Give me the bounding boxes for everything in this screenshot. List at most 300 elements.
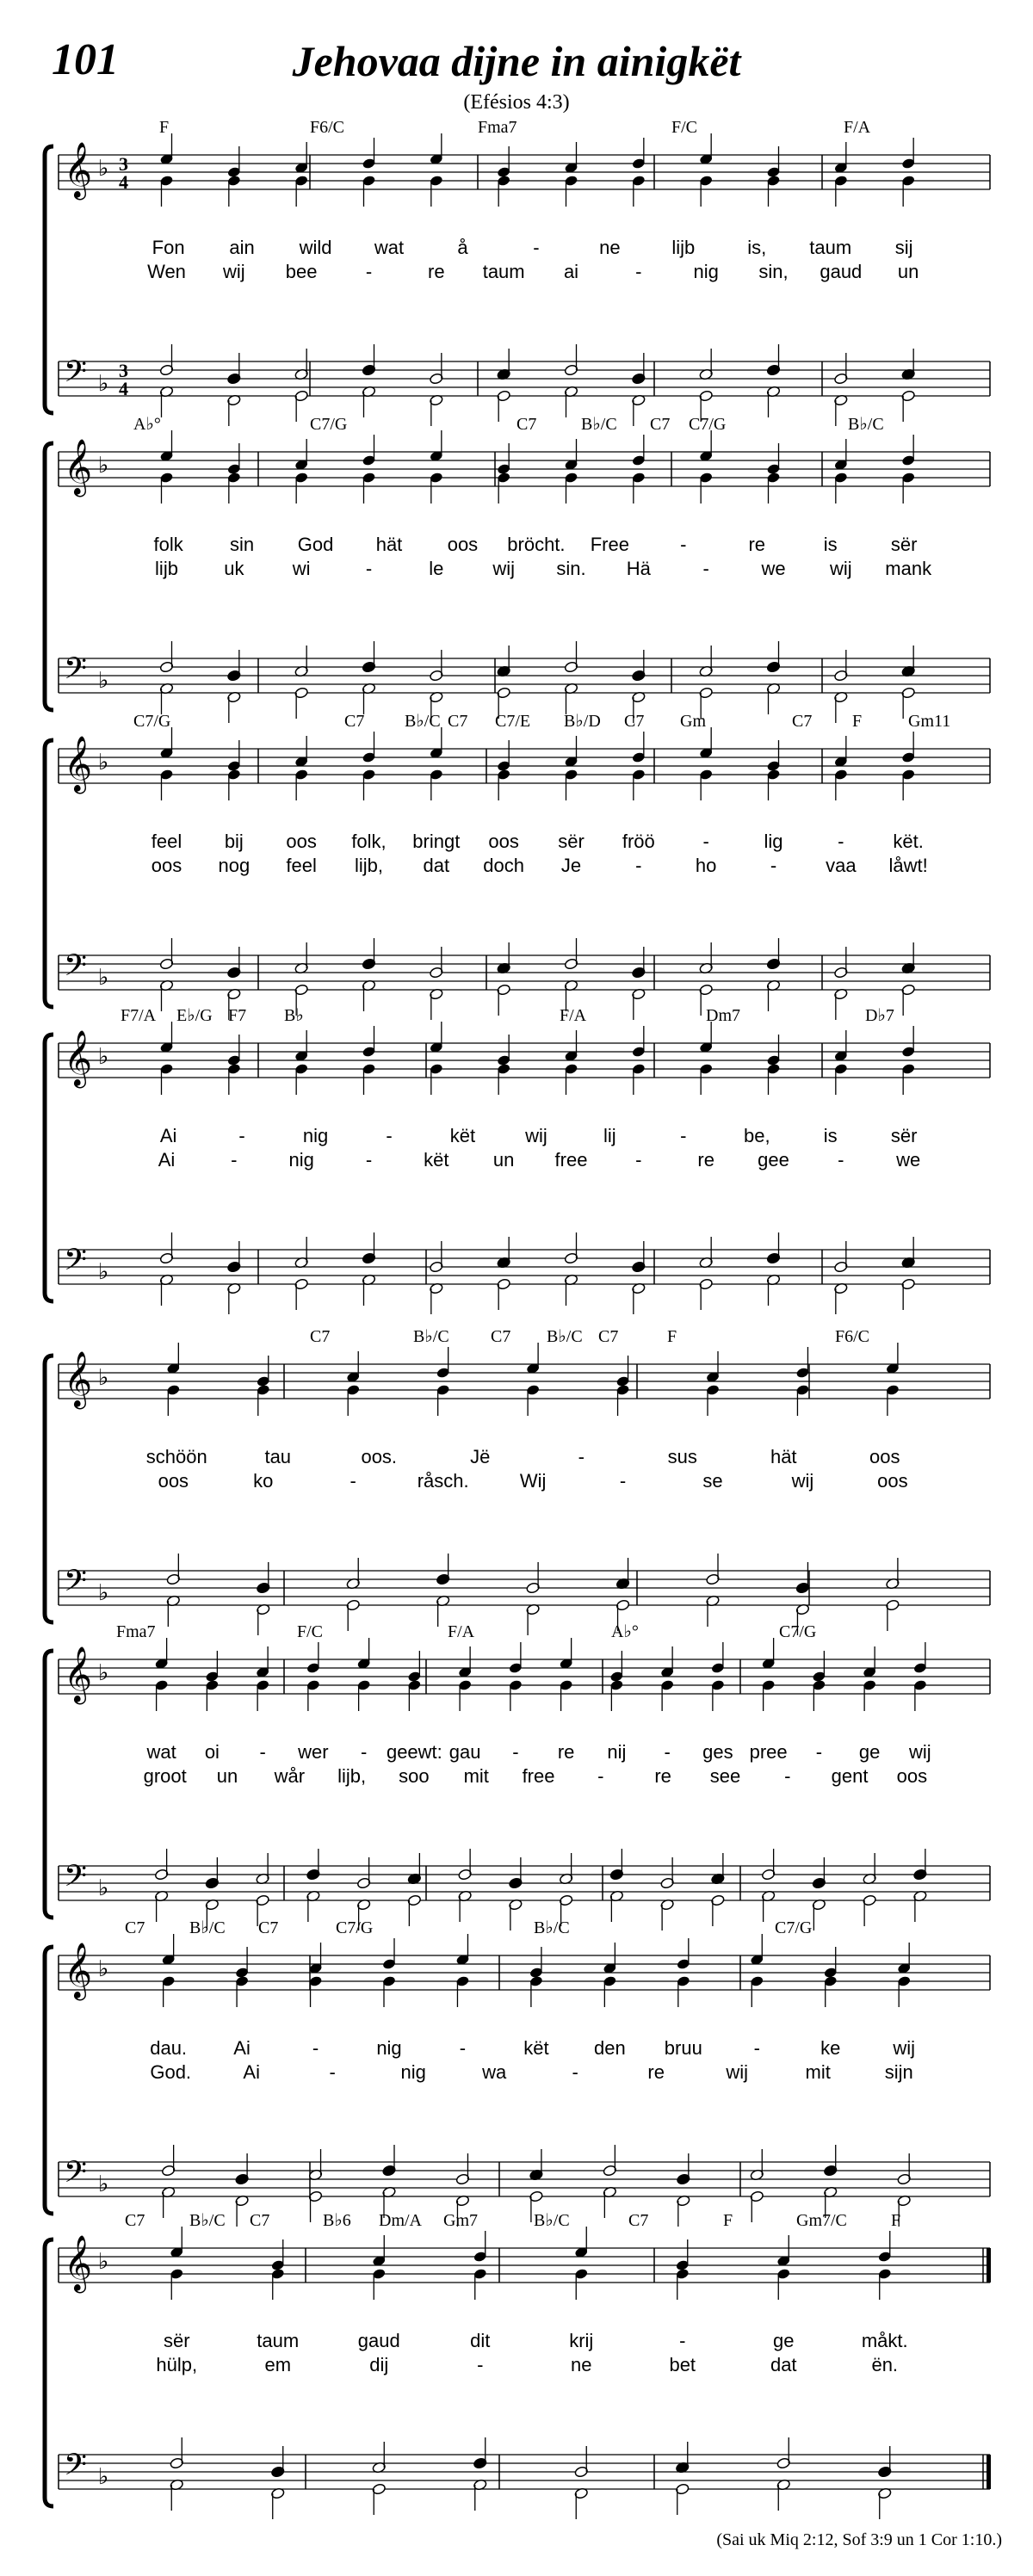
lyric-syllable: - — [635, 261, 642, 282]
lyric-syllable: kët. — [893, 831, 924, 852]
lyric-syllable: is — [823, 1125, 838, 1146]
lyric-syllable: råsch. — [417, 1470, 469, 1492]
system-7 — [45, 1918, 990, 2227]
lyric-syllable: un — [492, 1149, 515, 1171]
chord-symbol: C7 — [491, 1327, 511, 1346]
lyric-syllable: Je — [560, 855, 582, 876]
lyric-syllable: vaa — [826, 855, 857, 876]
lyric-syllable: å — [457, 237, 468, 258]
lyric-syllable: - — [329, 2061, 336, 2083]
final-barline-thick — [987, 2455, 991, 2489]
lyric-syllable: taum — [809, 237, 852, 258]
lyric-syllable: - — [619, 1470, 627, 1492]
treble-staff — [59, 439, 990, 497]
lyric-syllable: oos. — [361, 1446, 398, 1467]
lyric-syllable: oos — [151, 855, 182, 876]
lyric-syllable: le — [429, 558, 444, 579]
lyric-syllable: wi — [292, 558, 311, 579]
final-barline-thick — [987, 2248, 991, 2283]
lyric-syllable: lijb — [671, 237, 696, 258]
lyric-syllable: - — [238, 1125, 245, 1146]
system-8 — [45, 2211, 991, 2519]
chord-symbol: B♭6 — [323, 2211, 351, 2230]
bass-clef-icon: 𝄢 — [64, 651, 88, 693]
chord-symbol: B♭/C — [547, 1327, 583, 1346]
lyric-syllable: wår — [274, 1765, 306, 1787]
lyric-syllable: feel — [286, 855, 317, 876]
lyric-syllable: un — [216, 1765, 238, 1787]
lyric-syllable: - — [815, 1741, 823, 1763]
lyric-syllable: doch — [483, 855, 525, 876]
lyric-syllable: - — [459, 2037, 467, 2059]
lyric-syllable: - — [680, 1125, 687, 1146]
lyric-syllable: oos — [447, 534, 479, 555]
chord-symbol: F — [891, 2211, 901, 2230]
lyric-syllable: hülp, — [156, 2354, 198, 2375]
lyric-syllable: - — [360, 1741, 368, 1763]
lyric-syllable: God — [297, 534, 334, 555]
system-bracket — [45, 1356, 53, 1622]
key-signature-flat-icon: ♭ — [98, 1044, 109, 1070]
lyric-syllable: dau. — [150, 2037, 188, 2059]
lyric-syllable: - — [770, 855, 777, 876]
chord-symbol: Fma7 — [478, 118, 517, 137]
lyric-syllable: wij — [909, 1741, 931, 1763]
lyric-syllable: sër — [163, 2330, 190, 2351]
lyric-syllable: nig — [376, 2037, 402, 2059]
lyric-syllable: sin — [230, 534, 255, 555]
chord-symbol: F/C — [297, 1622, 324, 1641]
key-signature-flat-icon: ♭ — [98, 1365, 109, 1391]
chord-symbol: F7/A — [121, 1006, 157, 1025]
chord-symbol: F/A — [560, 1006, 587, 1025]
lyric-syllable: hät — [375, 534, 403, 555]
chord-symbol: C7 — [792, 712, 813, 731]
lyric-syllable: Jë — [470, 1446, 491, 1467]
lyric-syllable: kët — [449, 1125, 476, 1146]
lyric-syllable: lijb — [155, 558, 178, 579]
lyric-syllable: kët — [424, 1149, 449, 1171]
lyric-syllable: oos — [286, 831, 317, 852]
key-signature-flat-icon: ♭ — [98, 2171, 109, 2197]
treble-clef-icon: 𝄞 — [64, 1646, 93, 1702]
lyric-syllable: nig — [288, 1149, 314, 1171]
chord-symbol: C7/G — [775, 1918, 813, 1937]
lyric-syllable: måkt. — [861, 2330, 908, 2351]
lyrics-verse-1 — [152, 237, 913, 258]
lyric-syllable: se — [702, 1470, 723, 1492]
lyric-syllable: - — [477, 2354, 484, 2375]
bass-staff — [59, 1242, 990, 1285]
lyric-syllable: - — [679, 2330, 686, 2351]
lyric-syllable: Free — [590, 534, 629, 555]
lyric-syllable: nig — [302, 1125, 329, 1146]
bass-staff — [59, 2154, 990, 2197]
bass-clef-icon: 𝄢 — [64, 948, 88, 990]
treble-staff — [59, 1030, 990, 1088]
lyric-syllable: em — [264, 2354, 292, 2375]
lyric-syllable: free — [522, 1765, 555, 1787]
lyric-syllable: re — [557, 1741, 575, 1763]
chord-symbol: F — [723, 2211, 733, 2230]
system-bracket — [45, 1947, 53, 2214]
time-signature-top: 3 — [119, 360, 128, 381]
lyric-syllable: oos — [869, 1446, 900, 1467]
treble-clef-icon: 𝄞 — [64, 439, 93, 495]
lyric-syllable: lig — [764, 831, 783, 852]
lyric-syllable: wa — [482, 2061, 507, 2083]
lyrics-verse-1 — [150, 2037, 915, 2059]
lyric-syllable: wij — [829, 558, 852, 579]
lyric-syllable: - — [349, 1470, 356, 1492]
lyric-syllable: free — [554, 1149, 588, 1171]
key-signature-flat-icon: ♭ — [98, 453, 109, 479]
chord-symbol: C7 — [516, 415, 537, 434]
lyrics-verse-1 — [146, 1446, 900, 1467]
lyric-syllable: mit — [463, 1765, 489, 1787]
lyric-syllable: nig — [400, 2061, 426, 2083]
treble-clef-icon: 𝄞 — [64, 1030, 93, 1086]
lyric-syllable: folk, — [351, 831, 387, 852]
treble-clef-icon: 𝄞 — [64, 1943, 93, 1998]
lyric-syllable: hät — [770, 1446, 797, 1467]
system-5 — [45, 1327, 990, 1635]
lyric-syllable: wer — [298, 1741, 329, 1763]
lyric-syllable: pree — [749, 1741, 788, 1763]
lyric-syllable: ai — [563, 261, 579, 282]
key-signature-flat-icon: ♭ — [98, 2249, 109, 2275]
lyrics-verse-1 — [146, 1741, 931, 1763]
chord-symbol: Gm — [680, 712, 706, 731]
lyric-syllable: oos — [488, 831, 519, 852]
chord-symbol: F — [667, 1327, 677, 1346]
lyric-syllable: oi — [204, 1741, 220, 1763]
chord-symbol: F — [852, 712, 863, 731]
lyric-syllable: nog — [218, 855, 251, 876]
lyric-syllable: - — [838, 831, 844, 852]
lyric-syllable: folk — [153, 534, 183, 555]
lyric-syllable: gau — [448, 1741, 481, 1763]
lyric-syllable: see — [709, 1765, 741, 1787]
chord-symbol: B♭/C — [534, 2211, 570, 2230]
lyric-syllable: sër — [890, 1125, 918, 1146]
bass-staff — [59, 354, 990, 399]
key-signature-flat-icon: ♭ — [98, 965, 109, 991]
lyric-syllable: is, — [747, 237, 767, 258]
chord-symbol: Gm11 — [908, 712, 951, 731]
lyric-syllable: ën. — [871, 2354, 899, 2375]
key-signature-flat-icon: ♭ — [98, 668, 109, 694]
lyric-syllable: ho — [695, 855, 717, 876]
lyric-syllable: - — [702, 831, 709, 852]
lyrics-verse-1 — [152, 831, 924, 852]
bass-staff — [59, 948, 990, 991]
bass-clef-icon: 𝄢 — [64, 2447, 88, 2489]
lyric-syllable: is — [823, 534, 838, 555]
lyric-syllable: dat — [423, 855, 450, 876]
lyric-syllable: gent — [831, 1765, 869, 1787]
lyric-syllable: - — [365, 261, 373, 282]
lyric-syllable: lijb, — [337, 1765, 367, 1787]
lyric-syllable: Fon — [152, 237, 185, 258]
lyric-syllable: sin. — [556, 558, 586, 579]
chord-symbol: C7 — [628, 2211, 649, 2230]
lyric-syllable: ne — [599, 237, 621, 258]
lyric-syllable: re — [654, 1765, 671, 1787]
lyric-syllable: we — [761, 558, 786, 579]
chord-symbol: C7 — [344, 712, 365, 731]
lyric-syllable: - — [572, 2061, 578, 2083]
chord-symbol: F6/C — [310, 118, 345, 137]
lyric-syllable: låwt! — [888, 855, 928, 876]
bass-clef-icon: 𝄢 — [64, 2154, 88, 2196]
chord-symbol: B♭/C — [189, 1918, 226, 1937]
bass-clef-icon: 𝄢 — [64, 1858, 88, 1900]
lyric-syllable: - — [664, 1741, 671, 1763]
lyric-syllable: lijb, — [354, 855, 384, 876]
lyric-syllable: uk — [224, 558, 244, 579]
key-signature-flat-icon: ♭ — [98, 1580, 109, 1606]
chord-symbol: Gm7 — [443, 2211, 478, 2230]
chord-symbol: C7/G — [779, 1622, 817, 1641]
lyric-syllable: kët — [523, 2037, 549, 2059]
key-signature-flat-icon: ♭ — [98, 1660, 109, 1686]
treble-staff — [59, 142, 990, 200]
lyrics-verse-2 — [147, 261, 919, 282]
lyric-syllable: Ai — [159, 1125, 177, 1146]
lyrics-verse-1 — [160, 1125, 918, 1146]
lyric-syllable: we — [896, 1149, 921, 1171]
lyric-syllable: - — [635, 1149, 642, 1171]
treble-staff — [59, 1646, 990, 1704]
lyric-syllable: ges — [702, 1741, 733, 1763]
lyric-syllable: soo — [399, 1765, 430, 1787]
lyric-syllable: wat — [146, 1741, 176, 1763]
lyric-syllable: Hä — [626, 558, 651, 579]
lyric-syllable: ne — [571, 2354, 592, 2375]
lyric-syllable: wij — [893, 2037, 916, 2059]
lyric-syllable: groot — [143, 1765, 187, 1787]
system-3 — [45, 712, 990, 1020]
bass-staff — [59, 1563, 990, 1606]
chord-symbol: A♭° — [611, 1622, 639, 1641]
key-signature-flat-icon: ♭ — [98, 371, 109, 397]
lyric-syllable: dit — [470, 2330, 491, 2351]
treble-clef-icon: 𝄞 — [64, 142, 93, 198]
lyric-syllable: lij — [603, 1125, 616, 1146]
lyric-syllable: be, — [743, 1125, 770, 1146]
lyric-syllable: - — [680, 534, 687, 555]
lyric-syllable: taum — [482, 261, 525, 282]
system-bracket — [45, 740, 53, 1007]
system-bracket — [45, 443, 53, 710]
chord-symbol: C7/G — [689, 415, 727, 434]
lyric-syllable: mit — [805, 2061, 831, 2083]
lyric-syllable: nig — [693, 261, 719, 282]
lyric-syllable: God. — [150, 2061, 192, 2083]
chord-symbol: B♭ — [284, 1006, 304, 1025]
bass-clef-icon: 𝄢 — [64, 1563, 88, 1605]
system-bracket — [45, 1035, 53, 1301]
key-signature-flat-icon: ♭ — [98, 156, 109, 182]
lyric-syllable: wij — [726, 2061, 749, 2083]
system-1 — [45, 118, 990, 426]
lyric-syllable: re — [647, 2061, 665, 2083]
system-bracket — [45, 1651, 53, 1918]
chord-symbol: F/A — [844, 118, 871, 137]
lyric-syllable: - — [386, 1125, 393, 1146]
lyric-syllable: wij — [222, 261, 245, 282]
lyric-syllable: schöön — [145, 1446, 207, 1467]
lyrics-verse-1 — [164, 2330, 908, 2351]
lyric-syllable: oos — [896, 1765, 928, 1787]
lyric-syllable: - — [753, 2037, 760, 2059]
chord-symbol: C7/G — [133, 712, 171, 731]
lyric-syllable: un — [897, 261, 919, 282]
system-bracket — [45, 2239, 53, 2506]
lyric-syllable: Ai — [233, 2037, 251, 2059]
lyric-syllable: mank — [885, 558, 932, 579]
system-bracket — [45, 146, 53, 413]
bass-staff — [59, 1858, 990, 1901]
lyric-syllable: - — [533, 237, 540, 258]
chord-symbol: Dm/A — [379, 2211, 422, 2230]
lyric-syllable: bee — [285, 261, 318, 282]
lyrics-verse-1 — [154, 534, 918, 555]
lyric-syllable: - — [231, 1149, 238, 1171]
lyric-syllable: bröcht. — [507, 534, 566, 555]
lyric-syllable: sij — [894, 237, 913, 258]
lyric-syllable: bruu — [664, 2037, 702, 2059]
footnote: (Sai uk Miq 2:12, Sof 3:9 un 1 Cor 1:10.) — [716, 2530, 1002, 2549]
lyric-syllable: Wen — [147, 261, 186, 282]
lyric-syllable: re — [748, 534, 766, 555]
lyrics-verse-2 — [144, 1765, 928, 1787]
lyric-syllable: Wij — [519, 1470, 547, 1492]
lyric-syllable: bringt — [412, 831, 461, 852]
lyric-syllable: bij — [224, 831, 244, 852]
lyric-syllable: dat — [770, 2354, 797, 2375]
lyric-syllable: wij — [791, 1470, 814, 1492]
treble-clef-icon: 𝄞 — [64, 736, 93, 792]
chord-symbol: C7/G — [336, 1918, 374, 1937]
chord-symbol: B♭/C — [413, 1327, 449, 1346]
lyric-syllable: sër — [558, 831, 585, 852]
treble-staff — [59, 2235, 991, 2293]
lyric-syllable: den — [594, 2037, 626, 2059]
lyric-syllable: re — [428, 261, 445, 282]
lyric-syllable: ko — [253, 1470, 274, 1492]
lyric-syllable: - — [784, 1765, 791, 1787]
lyric-syllable: - — [597, 1765, 604, 1787]
lyric-syllable: sijn — [884, 2061, 913, 2083]
lyric-syllable: krij — [569, 2330, 594, 2351]
chord-symbol: Gm7/C — [796, 2211, 847, 2230]
hymn-number: 101 — [52, 35, 119, 84]
lyrics-verse-2 — [152, 855, 928, 876]
lyric-syllable: ke — [820, 2037, 841, 2059]
lyric-syllable: geewt: — [386, 1741, 442, 1763]
lyric-syllable: sus — [667, 1446, 697, 1467]
chord-symbol: F7 — [228, 1006, 247, 1025]
key-signature-flat-icon: ♭ — [98, 2464, 109, 2490]
chord-symbol: F/A — [448, 1622, 475, 1641]
chord-symbol: C7 — [258, 1918, 279, 1937]
system-6 — [45, 1622, 990, 1930]
chord-symbol: C7 — [598, 1327, 619, 1346]
system-2 — [45, 415, 990, 723]
lyric-syllable: gaud — [820, 261, 863, 282]
lyric-syllable: bet — [669, 2354, 696, 2375]
chord-symbol: A♭° — [133, 415, 161, 434]
scripture-reference: (Efésios 4:3) — [463, 91, 570, 114]
lyric-syllable: oos — [877, 1470, 908, 1492]
system-4 — [45, 1006, 990, 1314]
chord-symbol: C7/E — [495, 712, 531, 731]
chord-symbol: C7 — [624, 712, 645, 731]
lyric-syllable: dij — [369, 2354, 389, 2375]
bass-clef-icon: 𝄢 — [64, 354, 88, 396]
chord-symbol: D♭7 — [865, 1006, 894, 1025]
lyrics-verse-2 — [158, 1149, 921, 1171]
chord-symbol: B♭/C — [189, 2211, 226, 2230]
lyric-syllable: wat — [374, 237, 405, 258]
key-signature-flat-icon: ♭ — [98, 1259, 109, 1285]
lyric-syllable: - — [578, 1446, 585, 1467]
lyric-syllable: ain — [229, 237, 255, 258]
chord-symbol: B♭/D — [564, 712, 601, 731]
lyrics-verse-2 — [158, 1470, 908, 1492]
bass-staff — [59, 2447, 991, 2490]
lyrics-verse-2 — [155, 558, 932, 579]
lyric-syllable: - — [365, 1149, 373, 1171]
chord-symbol: C7 — [125, 1918, 145, 1937]
lyric-syllable: - — [312, 2037, 319, 2059]
treble-staff — [59, 736, 990, 794]
chord-symbol: C7 — [250, 2211, 270, 2230]
chord-symbol: B♭/C — [405, 712, 441, 731]
chord-symbol: C7 — [310, 1327, 331, 1346]
lyric-syllable: gaud — [357, 2330, 400, 2351]
lyric-syllable: - — [259, 1741, 266, 1763]
lyric-syllable: sin, — [758, 261, 789, 282]
chord-symbol: C7 — [650, 415, 671, 434]
key-signature-flat-icon: ♭ — [98, 750, 109, 775]
lyric-syllable: - — [635, 855, 642, 876]
chord-symbol: E♭/G — [176, 1006, 213, 1025]
key-signature-flat-icon: ♭ — [98, 1956, 109, 1982]
lyric-syllable: ge — [773, 2330, 795, 2351]
bass-staff — [59, 651, 990, 694]
lyric-syllable: feel — [151, 831, 182, 852]
chord-symbol: F6/C — [835, 1327, 870, 1346]
lyric-syllable: tau — [264, 1446, 292, 1467]
lyric-syllable: Ai — [243, 2061, 260, 2083]
lyric-syllable: wij — [492, 558, 516, 579]
lyric-syllable: - — [838, 1149, 844, 1171]
lyric-syllable: - — [512, 1741, 519, 1763]
time-signature-top: 3 — [119, 153, 128, 175]
chord-symbol: B♭/C — [581, 415, 617, 434]
bass-clef-icon: 𝄢 — [64, 1242, 88, 1284]
treble-staff — [59, 1943, 990, 2000]
treble-staff — [59, 1351, 990, 1409]
lyric-syllable: fröö — [622, 831, 655, 852]
hymn-title: Jehovaa dijne in ainigkët — [292, 37, 741, 85]
chord-symbol: C7 — [448, 712, 468, 731]
lyric-syllable: ge — [858, 1741, 881, 1763]
lyric-syllable: sër — [890, 534, 918, 555]
